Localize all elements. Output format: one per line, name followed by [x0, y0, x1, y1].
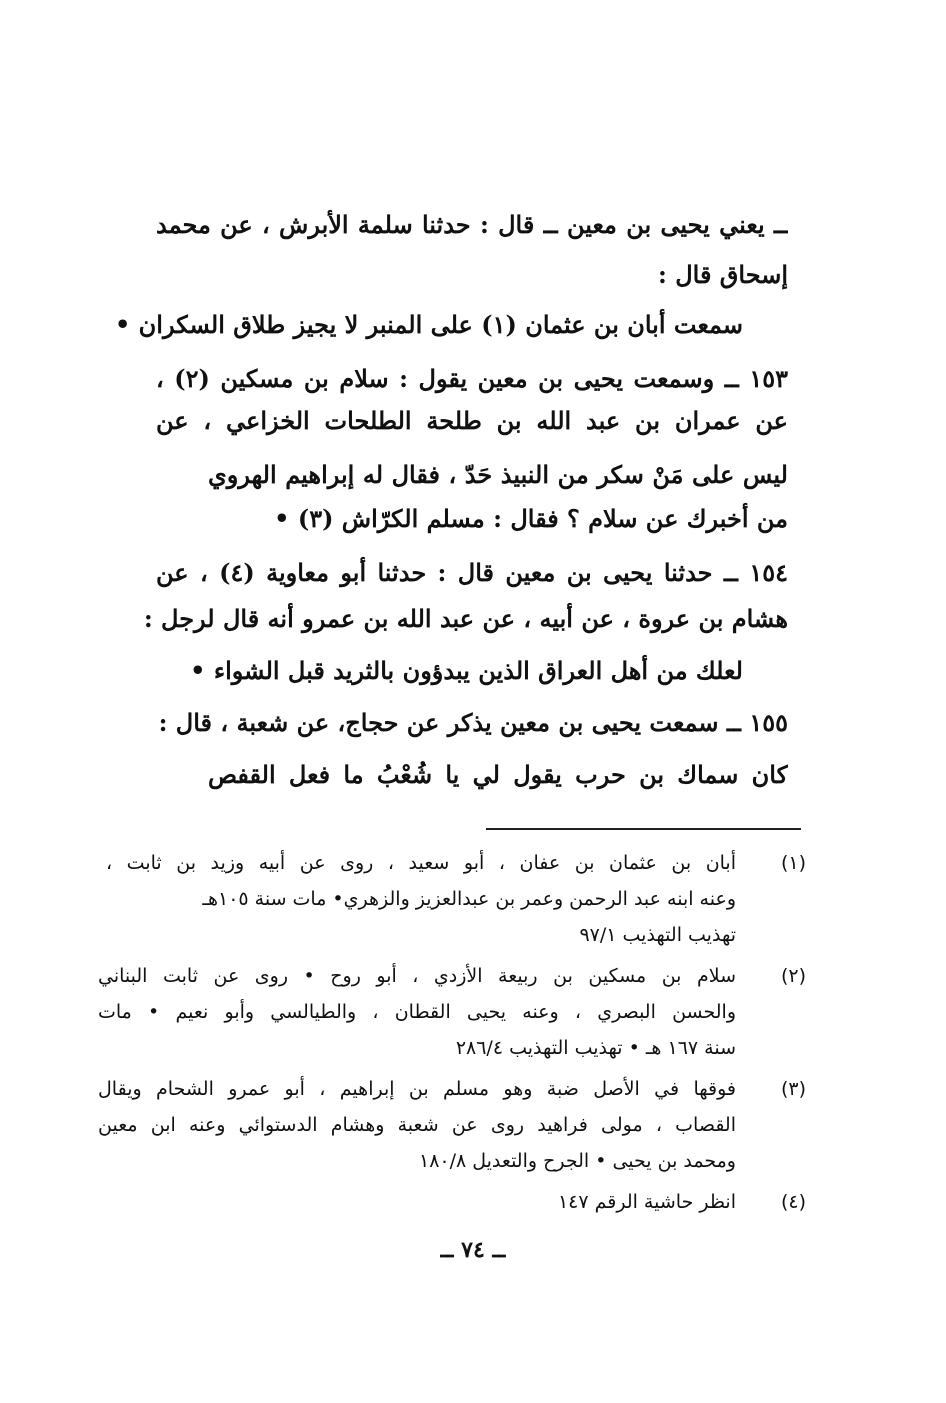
- body-line-8: ١٥٤ ــ حدثنا يحيى بن معين قال : حدثنا أبو معاوية (٤) ، عن: [156, 558, 788, 587]
- body-line-7: من أخبرك عن سلام ؟ فقال : مسلم الكرّاش (٣) •: [274, 504, 788, 533]
- page-number: ــ ٧٤ ــ: [440, 1237, 506, 1263]
- footnote-4-number: (٤): [780, 1191, 806, 1213]
- footnote-1-line-2: وعنه ابنه عبد الرحمن وعمر بن عبدالعزيز والزهري• مات سنة ١٠٥هـ: [202, 888, 736, 910]
- footnote-2-line-1: سلام بن مسكين بن ربيعة الأزدي ، أبو روح • روى عن ثابت البناني: [98, 965, 736, 987]
- footnote-2-number: (٢): [780, 965, 806, 987]
- body-line-10: لعلك من أهل العراق الذين يبدؤون بالثريد قبل الشواء •: [190, 656, 743, 685]
- footnote-1-line-1: أبان بن عثمان بن عفان ، أبو سعيد ، روى عن أبيه وزيد بن ثابت ،: [106, 852, 736, 874]
- footnote-2-line-3: سنة ١٦٧ هـ • تهذيب التهذيب ٢٨٦/٤: [455, 1037, 736, 1059]
- footnote-1-line-3: تهذيب التهذيب ٩٧/١: [579, 924, 736, 946]
- body-line-11: ١٥٥ ــ سمعت يحيى بن معين يذكر عن حجاج، عن شعبة ، قال :: [158, 708, 788, 737]
- body-line-4: ١٥٣ ــ وسمعت يحيى بن معين يقول : سلام بن مسكين (٢) ،: [156, 364, 788, 393]
- body-line-1: ــ يعني يحيى بن معين ــ قال : حدثنا سلمة الأبرش ، عن محمد: [156, 210, 788, 239]
- footnote-3-line-1: فوقها في الأصل ضبة وهو مسلم بن إبراهيم ، أبو عمرو الشحام ويقال: [98, 1078, 736, 1100]
- body-line-5: عن عمران بن عبد الله بن طلحة الطلحات الخزاعي ، عن: [156, 406, 788, 435]
- footnote-3-number: (٣): [780, 1078, 806, 1100]
- footnote-2-line-2: والحسن البصري ، وعنه يحيى القطان ، والطيالسي وأبو نعيم • مات: [98, 1001, 736, 1023]
- footnote-separator: [486, 828, 801, 830]
- body-line-12: كان سماك بن حرب يقول لي يا شُعْبُ ما فعل القفص: [208, 760, 788, 789]
- body-line-3: سمعت أبان بن عثمان (١) على المنبر لا يجيز طلاق السكران •: [114, 310, 743, 339]
- footnote-4-line-1: انظر حاشية الرقم ١٤٧: [557, 1191, 736, 1213]
- footnote-1-number: (١): [780, 852, 806, 874]
- body-line-9: هشام بن عروة ، عن أبيه ، عن عبد الله بن عمرو أنه قال لرجل :: [143, 604, 788, 633]
- footnote-3-line-2: القصاب ، مولى فراهيد روى عن شعبة وهشام الدستوائي وعنه ابن معين: [98, 1114, 736, 1136]
- body-line-2: إسحاق قال :: [658, 260, 788, 289]
- footnote-3-line-3: ومحمد بن يحيى • الجرح والتعديل ١٨٠/٨: [418, 1150, 736, 1172]
- body-line-6: ليس على مَنْ سكر من النبيذ حَدّ ، فقال له إبراهيم الهروي: [208, 460, 788, 489]
